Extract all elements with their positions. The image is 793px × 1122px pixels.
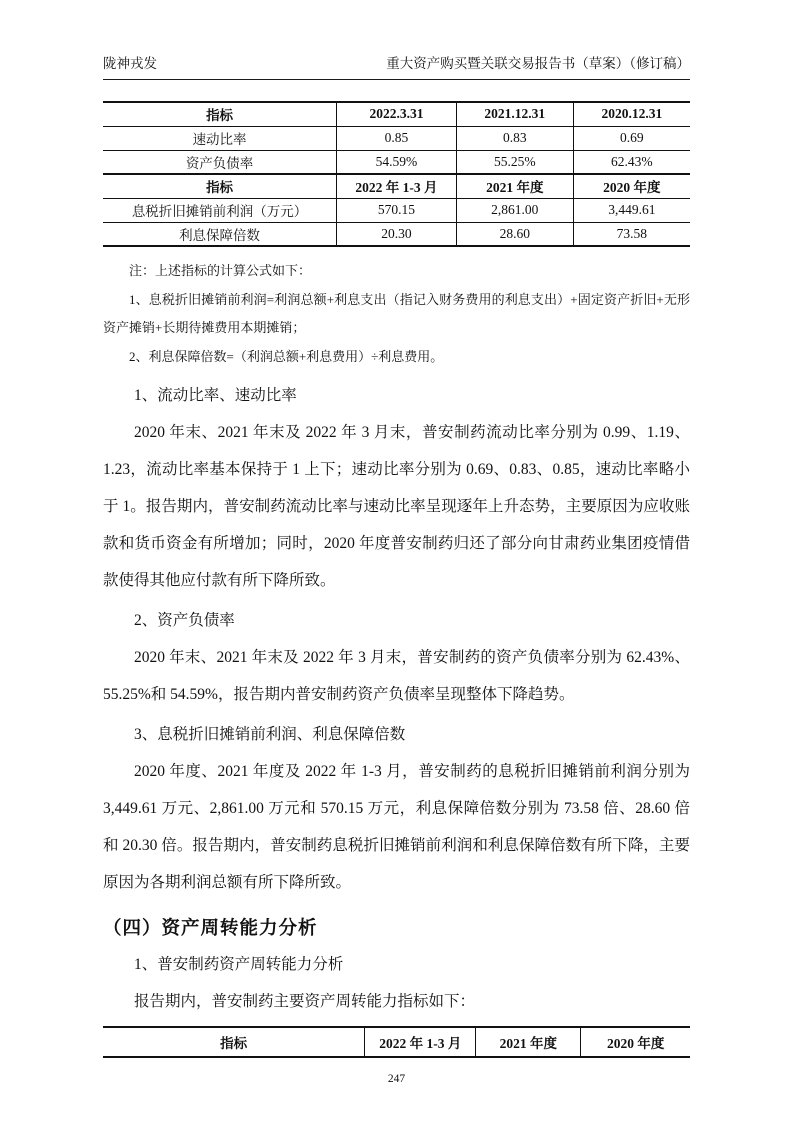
- chapter-intro: 报告期内，普安制药主要资产周转能力指标如下：: [134, 993, 476, 1010]
- table-row: [103, 198, 690, 222]
- note-item: 1、息税折旧摊销前利润=利润总额+利息支出（指记入财务费用的利息支出）+固定资产折旧+无形资产摊销+长期待摊费用本期摊销；: [103, 291, 690, 335]
- col-header: 2020.12.31: [573, 102, 690, 126]
- cell-value: 73.58: [573, 222, 690, 246]
- financial-ratio-table: [103, 101, 690, 247]
- row-label: 速动比率: [103, 126, 337, 150]
- table-row: [103, 126, 690, 150]
- cell-value: 3,449.61: [573, 198, 690, 222]
- page-header: [103, 52, 690, 80]
- subsection-title-2: 2、资产负债率: [134, 612, 235, 629]
- cell-value: 62.43%: [573, 150, 690, 174]
- subsection-paragraph-3: 2020 年度、2021 年度及 2022 年 1-3 月，普安制药的息税折旧摊销前利润分别为 3,449.61 万元、2,861.00 万元和 570.15 万元，利息保障倍数分别为 73.58 倍、28.60 倍和 20.30 倍。报告期内，普安制药息税折旧摊销前利润和利息保障倍数有所下降，主要原因为各期利润总额有所下降所致。: [103, 763, 690, 891]
- cell-value: 570.15: [337, 198, 457, 222]
- col-header: 2022.3.31: [337, 102, 457, 126]
- col-header: 指标: [103, 174, 337, 198]
- col-header: 2021 年度: [456, 174, 573, 198]
- table-row: [103, 222, 690, 246]
- subsection-paragraph-1: 2020 年末、2021 年末及 2022 年 3 月末，普安制药流动比率分别为 0.99、1.19、1.23，流动比率基本保持于 1 上下；速动比率分别为 0.69、0.83、0.85，速动比率略小于 1。报告期内，普安制药流动比率与速动比率呈现逐年上升态势，主要原因为应收账款和货币资金有所增加；同时，2020 年度普安制药归还了部分向甘肃药业集团疫情借款使得其他应付款有所下降所致。: [103, 424, 690, 589]
- col-header: 2021 年度: [476, 1027, 581, 1057]
- note-title: 注：上述指标的计算公式如下：: [129, 263, 312, 278]
- cell-value: 0.83: [456, 126, 573, 150]
- table-row: [103, 150, 690, 174]
- row-label: 资产负债率: [103, 150, 337, 174]
- header-company-name: 陇神戎发: [103, 56, 157, 71]
- row-label: 利息保障倍数: [103, 222, 337, 246]
- row-label: 息税折旧摊销前利润（万元）: [103, 198, 337, 222]
- cell-value: 55.25%: [456, 150, 573, 174]
- col-header: 指标: [103, 102, 337, 126]
- subsection-title-3: 3、息税折旧摊销前利润、利息保障倍数: [134, 726, 406, 743]
- cell-value: 54.59%: [337, 150, 457, 174]
- table-notes: [103, 257, 690, 371]
- table-header-row: [103, 1027, 690, 1057]
- cell-value: 20.30: [337, 222, 457, 246]
- cell-value: 2,861.00: [456, 198, 573, 222]
- header-doc-title: 重大资产购买暨关联交易报告书（草案）（修订稿）: [386, 56, 690, 71]
- table-header-row: [103, 174, 690, 198]
- cell-value: 0.85: [337, 126, 457, 150]
- page-number: 247: [387, 1073, 406, 1085]
- col-header: 指标: [103, 1027, 365, 1057]
- analysis-body: [103, 377, 690, 901]
- note-item: 2、利息保障倍数=（利润总额+利息费用）÷利息费用。: [129, 348, 444, 364]
- cell-value: 28.60: [456, 222, 573, 246]
- turnover-table: [103, 1026, 690, 1058]
- col-header: 2021.12.31: [456, 102, 573, 126]
- cell-value: 0.69: [573, 126, 690, 150]
- subsection-paragraph-2: 2020 年末、2021 年末及 2022 年 3 月末，普安制药的资产负债率分别为 62.43%、55.25%和 54.59%，报告期内普安制药资产负债率呈现整体下降趋势。: [103, 649, 690, 703]
- chapter-subtitle: 1、普安制药资产周转能力分析: [134, 956, 344, 973]
- col-header: 2020 年度: [581, 1027, 690, 1057]
- col-header: 2022 年 1-3 月: [365, 1027, 476, 1057]
- table-header-row: [103, 102, 690, 126]
- col-header: 2020 年度: [573, 174, 690, 198]
- subsection-title-1: 1、流动比率、速动比率: [134, 387, 297, 404]
- chapter-heading: （四）资产周转能力分析: [103, 917, 318, 938]
- col-header: 2022 年 1-3 月: [337, 174, 457, 198]
